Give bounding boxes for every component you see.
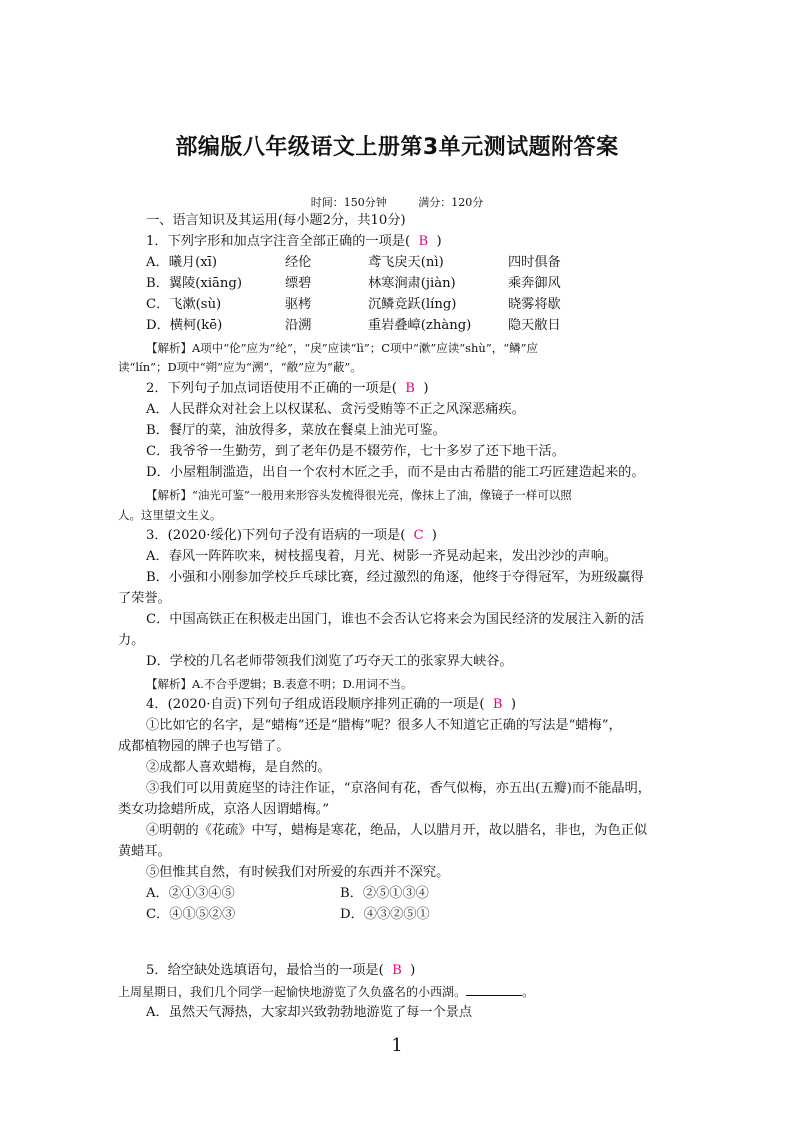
q2-option-b: B．餐厅的菜，油放得多，菜放在餐桌上油光可鉴。 bbox=[146, 423, 446, 438]
question-5-stem bbox=[146, 962, 415, 980]
q1-option-c-4: 晓雾将歇 bbox=[508, 297, 561, 312]
page-number: 1 bbox=[391, 1035, 403, 1056]
q3-explanation: 【解析】A.不合乎逻辑；B.表意不明；D.用词不当。 bbox=[146, 677, 413, 691]
question-3-close: ) bbox=[431, 528, 437, 543]
q4-sentence-4-line-1: ④明朝的《花疏》中写，蜡梅是寒花，绝品，人以腊月开，故以腊名，非也，为色正似 bbox=[146, 823, 648, 838]
question-5-answer: B bbox=[392, 963, 402, 978]
q3-option-c-line-2: 力。 bbox=[118, 633, 145, 648]
q1-option-d-1: D．横柯(kē) bbox=[146, 318, 223, 333]
q4-option-c: C．④①⑤②③ bbox=[146, 907, 236, 922]
q2-option-d: D．小屋粗制滥造，出自一个农村木匠之手，而不是由古希腊的能工巧匠建造起来的。 bbox=[146, 465, 645, 480]
question-2-stem bbox=[146, 380, 428, 398]
q4-sentence-1-line-1: ①比如它的名字，是“蜡梅”还是“腊梅”呢？很多人不知道它正确的写法是“蜡梅”， bbox=[146, 718, 622, 733]
q2-explanation-line-2: 人。这里望文生义。 bbox=[118, 508, 222, 522]
q5-passage-text: 上周星期日，我们几个同学一起愉快地游览了久负盛名的小西湖。 bbox=[118, 985, 467, 999]
question-1-stem bbox=[146, 233, 442, 251]
question-5-text: 5．给空缺处选填语句，最恰当的一项是( bbox=[146, 963, 384, 978]
q5-option-a: A．虽然天气溽热，大家却兴致勃勃地游览了每一个景点 bbox=[146, 1005, 473, 1020]
q1-option-a-2: 经伦 bbox=[285, 255, 312, 270]
q1-option-a-4: 四时俱备 bbox=[508, 255, 561, 270]
question-3-answer: C bbox=[413, 528, 424, 543]
q1-option-c-1: C．飞漱(sù) bbox=[146, 297, 222, 312]
question-3-stem bbox=[146, 527, 437, 545]
q4-option-b: B．②⑤①③④ bbox=[340, 886, 429, 901]
q2-explanation-line-1: 【解析】“油光可鉴”一般用来形容头发梳得很光亮，像抹上了油，像镜子一样可以照 bbox=[146, 488, 572, 502]
question-2-answer: B bbox=[405, 381, 415, 396]
q4-sentence-5: ⑤但惟其自然，有时候我们对所爱的东西并不深究。 bbox=[146, 865, 450, 880]
question-1-text: 1．下列字形和加点字注音全部正确的一项是( bbox=[146, 234, 411, 249]
q3-option-c-line-1: C．中国高铁正在积极走出国门，谁也不会否认它将来会为国民经济的发展注入新的活 bbox=[146, 612, 645, 627]
q1-option-d-4: 隐天敝日 bbox=[508, 318, 561, 333]
q5-passage bbox=[118, 983, 534, 1001]
q2-option-c: C．我爷爷一生勤劳，到了老年仍是不辍劳作，七十多岁了还下地干活。 bbox=[146, 444, 565, 459]
exam-meta bbox=[0, 194, 794, 210]
q4-sentence-3-line-1: ③我们可以用黄庭坚的诗注作证，“京洛间有花，香气似梅，亦五出(五瓣)而不能晶明， bbox=[146, 781, 651, 796]
question-4-answer: B bbox=[492, 697, 503, 712]
q1-option-c-3: 沉鳞竞跃(líng) bbox=[368, 297, 457, 312]
q5-blank bbox=[466, 983, 522, 996]
q3-option-b-line-1: B．小强和小刚参加学校乒乓球比赛，经过激烈的角逐，他终于夺得冠军，为班级赢得 bbox=[146, 570, 644, 585]
q1-option-b-2: 缥碧 bbox=[285, 276, 312, 291]
q5-passage-period: 。 bbox=[522, 985, 535, 999]
q4-sentence-1-line-2: 成都植物园的牌子也写错了。 bbox=[118, 739, 290, 754]
document-title: 部编版八年级语文上册第3单元测试题附答案 bbox=[175, 135, 619, 160]
q4-sentence-4-line-2: 黄蜡耳。 bbox=[118, 844, 171, 859]
q2-option-a: A．人民群众对社会上以权谋私、贪污受贿等不正之风深恶痛疾。 bbox=[146, 402, 525, 417]
section-heading: 一、语言知识及其运用(每小题2分，共10分) bbox=[146, 213, 406, 228]
question-4-text: 4．(2020·自贡)下列句子组成语段顺序排列正确的一项是( bbox=[146, 697, 485, 712]
q1-option-b-1: B．翼陵(xiāng) bbox=[146, 276, 242, 291]
question-1-close: ) bbox=[436, 234, 442, 249]
q3-option-d: D．学校的几名老师带领我们浏览了巧夺天工的张家界大峡谷。 bbox=[146, 654, 513, 669]
q1-option-a-1: A．曦月(xī) bbox=[146, 255, 218, 270]
q3-option-b-line-2: 了荣誉。 bbox=[118, 591, 171, 606]
q4-option-a: A．②①③④⑤ bbox=[146, 886, 235, 901]
q1-option-b-3: 林寒涧肃(jiàn) bbox=[368, 276, 456, 291]
q1-explanation-line-2: 读“lín”；D项中“朔”应为“溯”，“敝”应为“蔽”。 bbox=[118, 360, 362, 374]
exam-full-score: 满分：120分 bbox=[418, 196, 484, 209]
question-2-text: 2．下列句子加点词语使用不正确的一项是( bbox=[146, 381, 397, 396]
q1-option-b-4: 乘奔御风 bbox=[508, 276, 561, 291]
question-4-stem bbox=[146, 696, 516, 714]
question-1-answer: B bbox=[418, 234, 429, 249]
exam-time: 时间：150分钟 bbox=[310, 196, 387, 209]
question-4-close: ) bbox=[510, 697, 517, 712]
q4-option-d: D．④③②⑤① bbox=[340, 907, 430, 922]
q1-option-d-2: 沿溯 bbox=[285, 318, 312, 333]
question-3-text: 3．(2020·绥化)下列句子没有语病的一项是( bbox=[146, 528, 406, 543]
q1-option-a-3: 鸢飞戾天(nì) bbox=[368, 255, 444, 270]
q4-sentence-3-line-2: 类女功捻蜡所成，京洛人因谓蜡梅。” bbox=[118, 802, 330, 817]
q1-explanation-line-1: 【解析】A项中“伦”应为“纶”，“戾”应读“lì”；C项中“漱”应读“shù”，“鳞”应 bbox=[146, 341, 538, 355]
q1-option-d-3: 重岩叠嶂(zhàng) bbox=[368, 318, 472, 333]
q1-option-c-2: 驱栲 bbox=[285, 297, 312, 312]
q3-option-a: A．春风一阵阵吹来，树枝摇曳着，月光、树影一齐晃动起来，发出沙沙的声响。 bbox=[146, 549, 618, 564]
q4-sentence-2: ②成都人喜欢蜡梅，是自然的。 bbox=[146, 760, 331, 775]
question-2-close: ) bbox=[423, 381, 429, 396]
question-5-close: ) bbox=[410, 963, 416, 978]
